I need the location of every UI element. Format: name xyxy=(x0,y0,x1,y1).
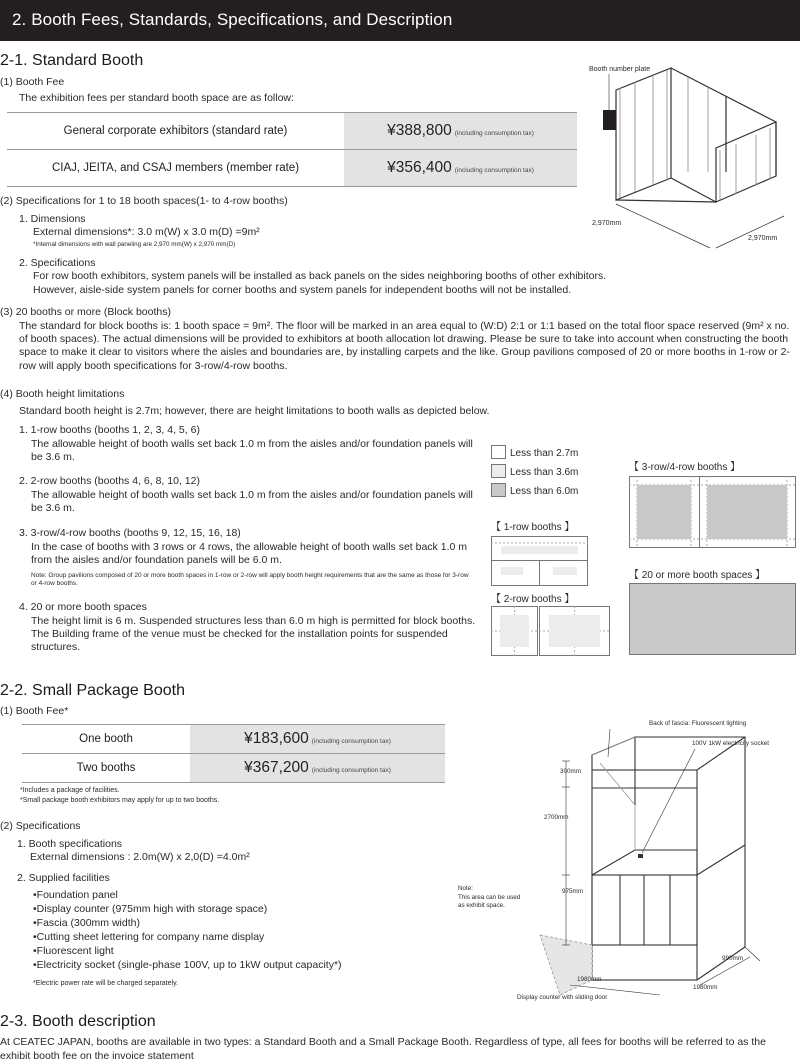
booth-description-line-1: At CEATEC JAPAN, booths are available in two types: a Standard Booth and a Small Package Booth. Regardless of type, all fees for booths will be referred to as the xyxy=(0,1036,766,1048)
height-item-note: Note: Group pavilions composed of 20 or more booth spaces in 1-row or 2-row will apply booth height requirements that are the same as those for 3-row or 4-row booths. xyxy=(31,572,469,587)
facility-item: •Fluorescent light xyxy=(33,945,114,957)
section-header xyxy=(0,0,800,41)
spec-heading: (2) Specifications for 1 to 18 booth spaces(1- to 4-row booths) xyxy=(0,195,288,207)
fee-label: Two booths xyxy=(22,754,190,783)
legend-label: Less than 6.0m xyxy=(510,486,579,497)
specifications-line-1: For row booth exhibitors, system panels will be installed as back panels on the sides neighboring booths of other exhibitors. xyxy=(33,270,607,282)
standard-booth-title: 2-1. Standard Booth xyxy=(0,52,144,69)
fee-tax-note: (including consumption tax) xyxy=(454,167,534,174)
dimensions-text: External dimensions*: 3.0 m(W) x 3.0 m(D) =9m² xyxy=(33,226,260,238)
fee-price: ¥183,600 xyxy=(244,730,309,747)
standard-fee-table xyxy=(7,112,577,187)
block-booth-text: The standard for block booths is: 1 booth space = 9m². The floor will be marked in an area equal to (W:D) 2:1 or 1:1 based on the total floor space reserved (9m² x no. of booth spaces). The actual dimensions will be provided to exhibitors at booth allocation lot drawing. Please be sure to take into account when constructing the booth space to make it clear to visitors where the aisles and boundaries are, by installing carpets and the like. Group pavilions composed of 20 or more booths in 1-row or 2-row will apply booth specifications for 3-row/4-row booths. xyxy=(19,320,790,372)
fee-row xyxy=(22,725,445,754)
block-booth-heading: (3) 20 booths or more (Block booths) xyxy=(0,306,171,318)
height-heading: (4) Booth height limitations xyxy=(0,388,125,400)
depth-990-label: 990mm xyxy=(722,955,743,962)
booth-description-title: 2-3. Booth description xyxy=(0,1013,156,1030)
fee-price: ¥356,400 xyxy=(387,159,452,176)
twenty-plus-label: 【 20 or more booth spaces 】 xyxy=(629,570,766,581)
small-fee-table xyxy=(22,724,445,783)
height-2700-label: 2700mm xyxy=(544,814,569,821)
fee-label: CIAJ, JEITA, and CSAJ members (member rate) xyxy=(7,150,344,187)
twenty-plus-booth-diagram xyxy=(629,583,796,655)
dimensions-title: 1. Dimensions xyxy=(19,213,86,225)
one-row-booth-diagram xyxy=(491,536,588,586)
booth-fee-intro: The exhibition fees per standard booth space are as follow: xyxy=(19,92,294,104)
fee-row xyxy=(22,754,445,783)
fee-tax-note: (including consumption tax) xyxy=(311,767,391,774)
width-1980-front-label: 1980mm xyxy=(577,976,602,983)
height-item-title: 3. 3-row/4-row booths (booths 9, 12, 15, 16, 18) xyxy=(19,527,241,539)
display-counter-label: Display counter with sliding door xyxy=(517,994,608,1001)
height-975-label: 975mm xyxy=(562,888,583,895)
fee-row xyxy=(7,113,577,150)
height-item-text: The height limit is 6 m. Suspended structures less than 6.0 m high is permitted for block booths. The Building frame of the venue must be checked for the installation points for suspended structures. xyxy=(31,615,476,654)
facility-item: •Electricity socket (single-phase 100V, up to 1kW output capacity*) xyxy=(33,959,342,971)
booth-spec-text: External dimensions : 2.0m(W) x 2,0(D) =4.0m² xyxy=(30,851,250,863)
width-1980-side-label: 1980mm xyxy=(693,984,718,991)
facility-item: •Cutting sheet lettering for company name display xyxy=(33,931,265,943)
socket-label: 100V 1kW electricity socket xyxy=(692,740,769,747)
exhibit-space-note: as exhibit space. xyxy=(458,902,505,909)
fee-tax-note: (including consumption tax) xyxy=(311,738,391,745)
fee-label: General corporate exhibitors (standard rate) xyxy=(7,113,344,150)
fee-price: ¥367,200 xyxy=(244,759,309,776)
legend-swatch-dark xyxy=(491,483,506,497)
one-row-label: 【 1-row booths 】 xyxy=(491,522,575,533)
fee-price-cell xyxy=(344,150,577,187)
booth-number-plate-label: Booth number plate xyxy=(589,66,651,73)
height-300-label: 300mm xyxy=(560,768,581,775)
small-fee-note: *Small package booth exhibitors may apply for up to two booths. xyxy=(20,797,220,804)
facilities-note: *Electric power rate will be charged separately. xyxy=(33,980,178,987)
height-item-title: 4. 20 or more booth spaces xyxy=(19,601,147,613)
small-spec-heading: (2) Specifications xyxy=(0,820,81,832)
fee-price-cell xyxy=(344,113,577,150)
two-row-booth-diagram xyxy=(491,606,610,656)
facility-item: •Foundation panel xyxy=(33,889,118,901)
small-fee-heading: (1) Booth Fee* xyxy=(0,705,69,717)
booth-dim-right: 2,970mm xyxy=(748,235,778,242)
small-package-title: 2-2. Small Package Booth xyxy=(0,682,185,699)
fee-price-cell xyxy=(190,725,445,754)
height-item-title: 2. 2-row booths (booths 4, 6, 8, 10, 12) xyxy=(19,475,200,487)
fascia-label: Back of fascia: Fluorescent lighting xyxy=(649,720,747,727)
two-row-label: 【 2-row booths 】 xyxy=(491,594,575,605)
legend-swatch-white xyxy=(491,445,506,459)
three-four-row-booth-diagram xyxy=(629,476,796,548)
booth-spec-title: 1. Booth specifications xyxy=(17,838,123,850)
fee-label: One booth xyxy=(22,725,190,754)
dimensions-note: *Internal dimensions with wall paneling are 2,970 mm(W) x 2,970 mm(D) xyxy=(33,241,236,248)
section-header-title: 2. Booth Fees, Standards, Specifications, and Description xyxy=(12,10,453,29)
specifications-title: 2. Specifications xyxy=(19,257,96,269)
legend-label: Less than 2.7m xyxy=(510,448,579,459)
fee-tax-note: (including consumption tax) xyxy=(454,130,534,137)
booth-description-line-2: exhibit booth fee on the invoice statement xyxy=(0,1050,194,1062)
booth-dim-left: 2,970mm xyxy=(592,220,622,227)
small-package-booth-illustration xyxy=(520,725,795,1000)
facility-item: •Display counter (975mm high with storage space) xyxy=(33,903,268,915)
height-item-title: 1. 1-row booths (booths 1, 2, 3, 4, 5, 6) xyxy=(19,424,200,436)
specifications-line-2: However, aisle-side system panels for corner booths and system panels for independent booths will not be installed. xyxy=(33,284,572,296)
small-fee-note: *Includes a package of facilities. xyxy=(20,787,120,794)
facilities-title: 2. Supplied facilities xyxy=(17,872,110,884)
facility-item: •Fascia (300mm width) xyxy=(33,917,140,929)
exhibit-space-note: This area can be used xyxy=(458,894,521,901)
booth-fee-heading: (1) Booth Fee xyxy=(0,76,65,88)
legend-swatch-light xyxy=(491,464,506,478)
fee-price: ¥388,800 xyxy=(387,122,452,139)
fee-price-cell xyxy=(190,754,445,783)
height-item-text: The allowable height of booth walls set back 1.0 m from the aisles and/or foundation panels will be 3.6 m. xyxy=(31,489,473,515)
three-four-row-label: 【 3-row/4-row booths 】 xyxy=(629,462,741,473)
exhibit-space-note: Note: xyxy=(458,885,474,892)
height-intro: Standard booth height is 2.7m; however, there are height limitations to booth walls as depicted below. xyxy=(19,405,490,417)
fee-row xyxy=(7,150,577,187)
height-item-text: The allowable height of booth walls set back 1.0 m from the aisles and/or foundation panels will be 3.6 m. xyxy=(31,438,473,464)
height-item-text: In the case of booths with 3 rows or 4 rows, the allowable height of booth walls set back 1.0 m from the aisles and/or foundation panels will be 6.0 m. xyxy=(31,541,467,567)
legend-label: Less than 3.6m xyxy=(510,467,579,478)
